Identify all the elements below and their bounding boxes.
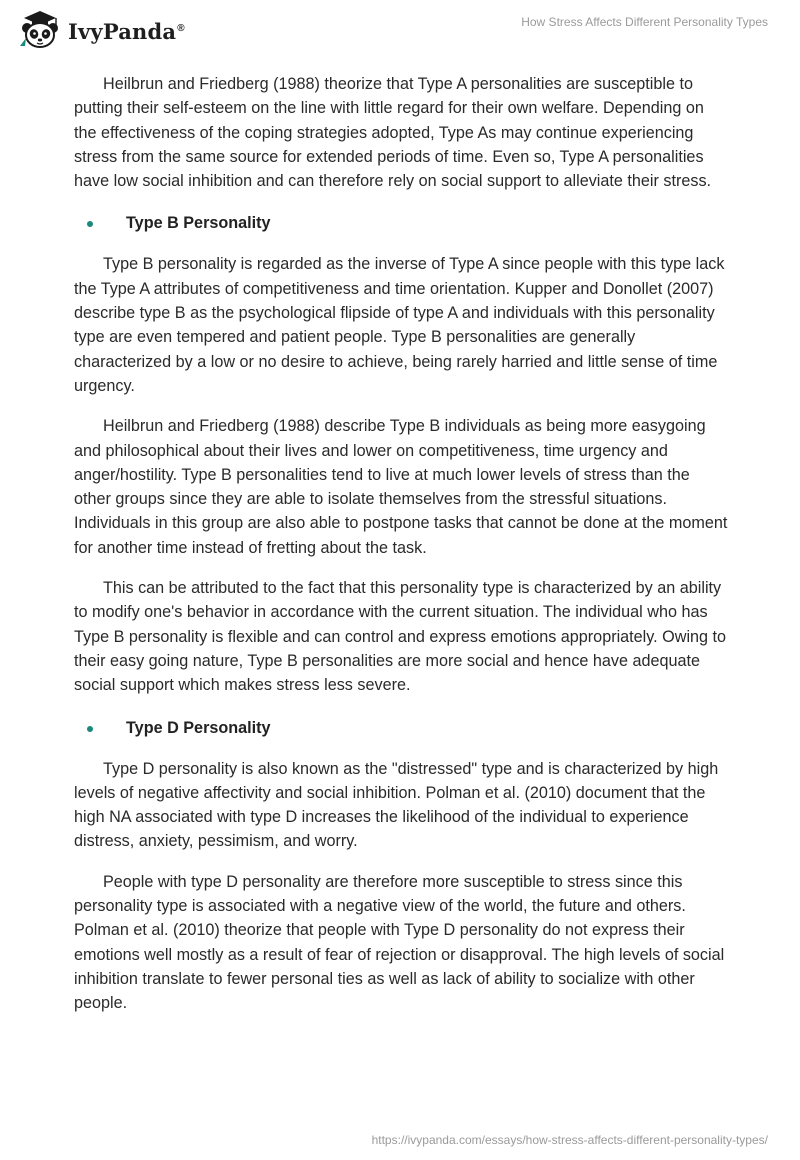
heading-type-b-text: Type B Personality: [126, 214, 271, 233]
paragraph-type-d-distressed: Type D personality is also known as the "distressed" type and is characterized by high levels of negative affectivity and social inhibition. Polman et al. (2010) document that the high NA associated with type D increases the likelihood of the individual to experience distress, anxiety, pessimism, and worry.: [74, 759, 719, 851]
page-header: [0, 0, 800, 60]
brand-name: IvyPanda®: [68, 18, 185, 44]
brand-logo[interactable]: [16, 8, 185, 52]
bullet-dot-icon: [87, 726, 93, 732]
bullet-dot-icon: [87, 221, 93, 227]
paragraph-type-b-flexible: This can be attributed to the fact that this personality type is characterized by an ability to modify one's behavior in accordance with the current situation. The individual who has Type B personality is flexible and can control and express emotions appropriately. Owing to their easy going nature, Type B personalities are more social and hence have adequate social support which makes stress less severe.: [74, 579, 727, 695]
paragraph-type-d-susceptible: People with type D personality are therefore more susceptible to stress since this personality type is associated with a negative view of the world, the future and others. Polman et al. (2010) theorize that people with Type D personality do not express their emotions well mostly as a result of fear of rejection or disapproval. The high levels of social inhibition translate to fewer personal ties as well as lack of ability to socialize with other people.: [74, 872, 725, 1013]
heading-type-b: [74, 211, 730, 235]
paragraph-type-b-inverse: Type B personality is regarded as the inverse of Type A since people with this type lack the Type A attributes of competitiveness and time orientation. Kupper and Donollet (2007) describe type B as the psychological flipside of type A and individuals with this personality type are even tempered and patient people. Type B personalities are generally characterized by a low or no desire to achieve, being rarely harried and little sense of time urgency.: [74, 255, 725, 395]
essay-body: [74, 72, 730, 1032]
paragraph-type-b-easygoing: Heilbrun and Friedberg (1988) describe Type B individuals as being more easygoing and philosophical about their lives and lower on competitiveness, time urgency and anger/hostility. Type B personalities tend to live at much lower levels of stress than the other groups since they are able to isolate themselves from the stressful situations. Individuals in this group are also able to postpone tasks that cannot be done at the moment for another time instead of fretting about the task.: [74, 417, 728, 557]
registered-mark: ®: [177, 22, 185, 34]
source-url[interactable]: https://ivypanda.com/essays/how-stress-affects-different-personality-types/: [371, 1133, 768, 1147]
document-title: How Stress Affects Different Personality Types: [521, 15, 768, 29]
paragraph-type-a-welfare: Heilbrun and Friedberg (1988) theorize that Type A personalities are susceptible to putting their self-esteem on the line with little regard for their own welfare. Depending on the effectiveness of the coping strategies adopted, Type As may continue experiencing stress from the same source for extended periods of time. Even so, Type A personalities have low social inhibition and can therefore rely on social support to alleviate their stress.: [74, 75, 712, 191]
heading-type-d-text: Type D Personality: [126, 718, 271, 737]
heading-type-d: [74, 716, 730, 740]
panda-graduate-logo-icon: [16, 8, 62, 52]
